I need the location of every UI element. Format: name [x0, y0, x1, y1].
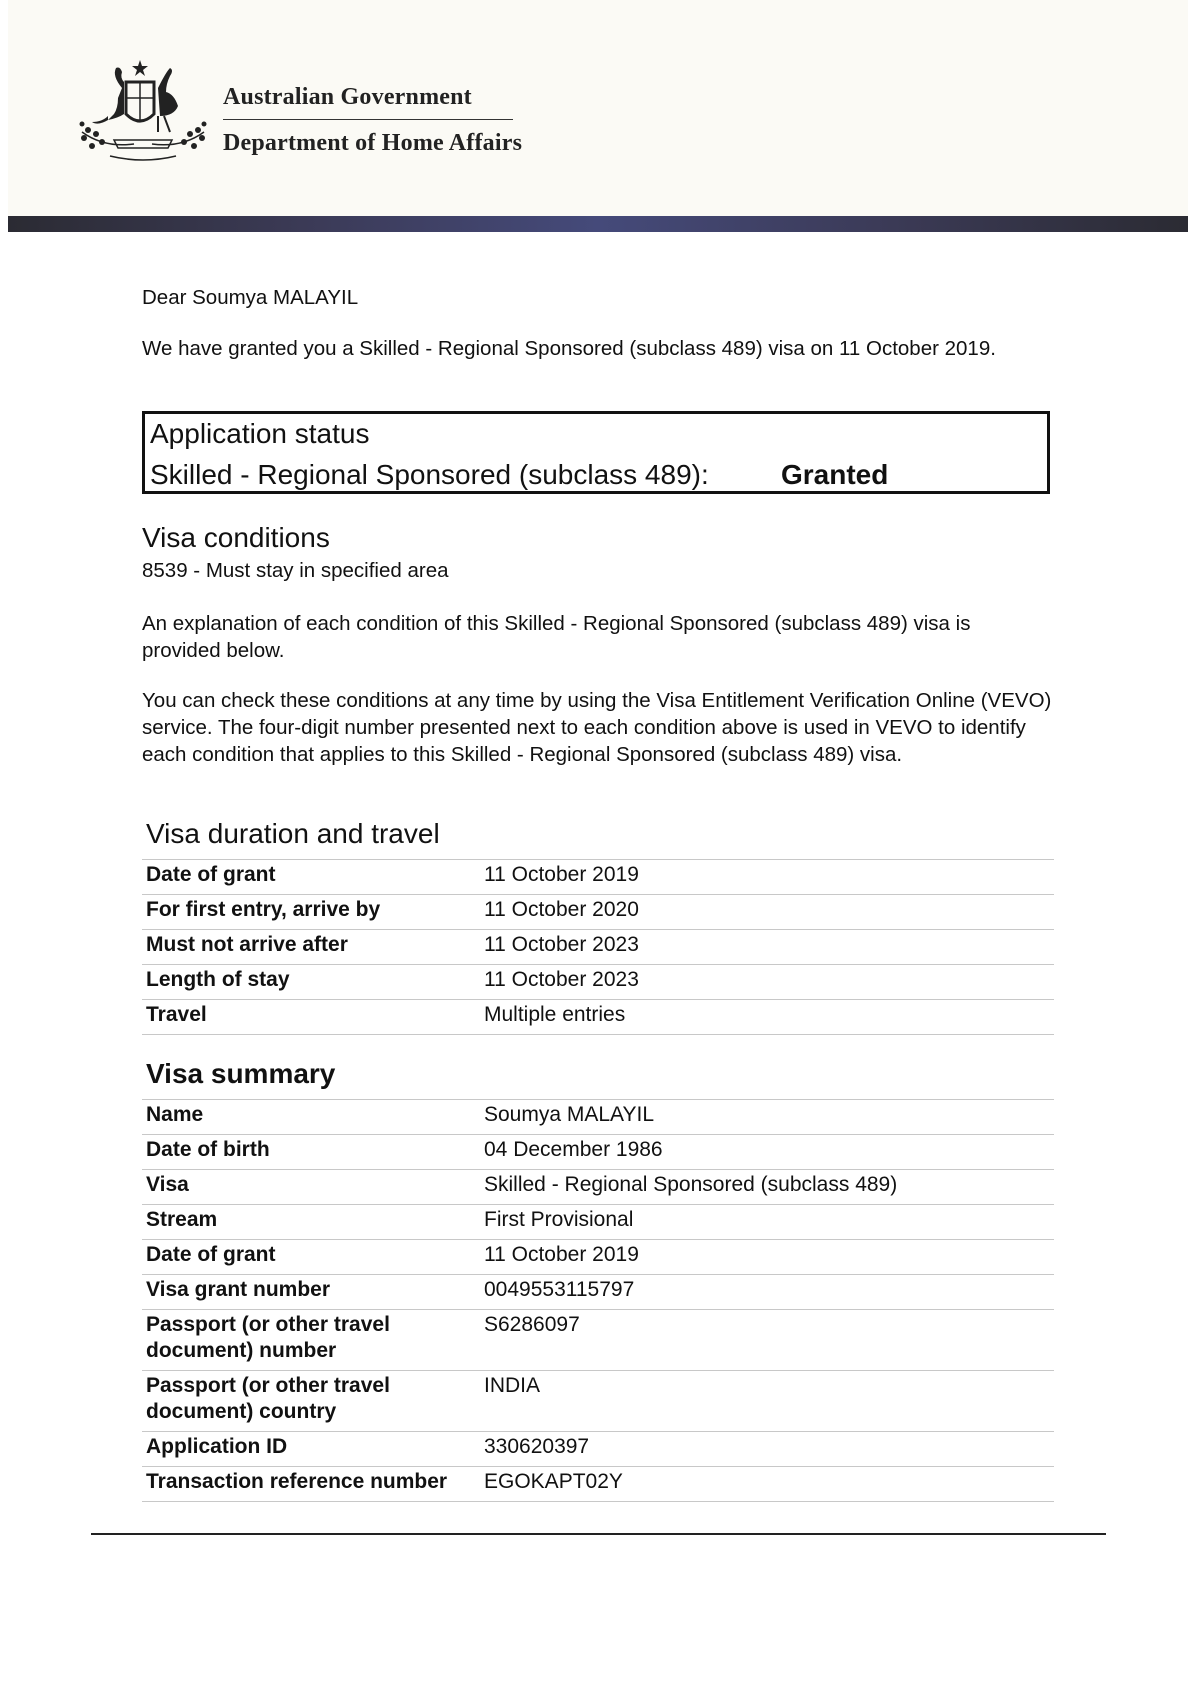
salutation: Dear Soumya MALAYIL: [142, 286, 359, 309]
vevo-note: You can check these conditions at any time by using the Visa Entitlement Verification Online (VEVO) service. The four-digit number presented next to each condition above is used in VEVO to identify each condition that applies to this Skilled - Regional Sponsored (subclass 489) visa.: [142, 689, 1052, 766]
row-value: EGOKAPT02Y: [480, 1467, 1054, 1502]
table-row: [142, 1467, 1054, 1502]
table-row: [142, 1371, 1054, 1432]
table-row: [142, 965, 1054, 1000]
row-value: Skilled - Regional Sponsored (subclass 489): [480, 1170, 1054, 1205]
visa-summary-table: [142, 1099, 1054, 1502]
row-label: Date of grant: [142, 1240, 480, 1275]
footer-divider: [91, 1533, 1106, 1535]
row-label: Travel: [142, 1000, 480, 1035]
application-status-visa: Skilled - Regional Sponsored (subclass 489):: [150, 459, 709, 490]
row-label: Application ID: [142, 1432, 480, 1467]
row-value: 11 October 2019: [480, 1240, 1054, 1275]
table-row: [142, 1100, 1054, 1135]
application-status-box: [142, 411, 1050, 494]
table-row: [142, 1000, 1054, 1035]
application-status-title: Application status: [150, 418, 370, 449]
row-label: Visa grant number: [142, 1275, 480, 1310]
row-value: 11 October 2023: [480, 930, 1054, 965]
coat-of-arms-icon: [74, 58, 212, 162]
row-value: INDIA: [480, 1371, 1054, 1432]
visa-summary-title: Visa summary: [146, 1058, 336, 1089]
table-row: [142, 1432, 1054, 1467]
row-label: Transaction reference number: [142, 1467, 480, 1502]
table-row: [142, 1170, 1054, 1205]
visa-duration-table: [142, 859, 1054, 1035]
row-value: 11 October 2020: [480, 895, 1054, 930]
row-value: 11 October 2023: [480, 965, 1054, 1000]
row-label: Must not arrive after: [142, 930, 480, 965]
row-value: 11 October 2019: [480, 860, 1054, 895]
row-value: Multiple entries: [480, 1000, 1054, 1035]
visa-duration-title: Visa duration and travel: [146, 818, 440, 849]
row-value: 04 December 1986: [480, 1135, 1054, 1170]
row-label: Name: [142, 1100, 480, 1135]
row-label: Visa: [142, 1170, 480, 1205]
government-name: Australian Government: [223, 84, 472, 110]
table-row: [142, 895, 1054, 930]
table-row: [142, 1275, 1054, 1310]
row-label: Passport (or other travel document) country: [142, 1371, 480, 1432]
table-row: [142, 1240, 1054, 1275]
table-row: [142, 1135, 1054, 1170]
application-status-value: Granted: [781, 459, 889, 490]
table-row: [142, 860, 1054, 895]
table-row: [142, 930, 1054, 965]
header-gradient-bar: [8, 216, 1188, 232]
table-row: [142, 1205, 1054, 1240]
row-value: Soumya MALAYIL: [480, 1100, 1054, 1135]
row-value: First Provisional: [480, 1205, 1054, 1240]
row-label: Passport (or other travel document) number: [142, 1310, 480, 1371]
row-value: 0049553115797: [480, 1275, 1054, 1310]
conditions-explanation: An explanation of each condition of this Skilled - Regional Sponsored (subclass 489) visa is provided below.: [142, 612, 971, 662]
row-label: For first entry, arrive by: [142, 895, 480, 930]
visa-conditions-title: Visa conditions: [142, 522, 330, 553]
row-value: 330620397: [480, 1432, 1054, 1467]
department-name: Department of Home Affairs: [223, 130, 523, 156]
grant-intro: We have granted you a Skilled - Regional Sponsored (subclass 489) visa on 11 October 2019.: [142, 337, 996, 360]
letterhead-divider: [223, 119, 513, 120]
row-value: S6286097: [480, 1310, 1054, 1371]
visa-condition-item: 8539 - Must stay in specified area: [142, 559, 449, 582]
row-label: Stream: [142, 1205, 480, 1240]
row-label: Date of grant: [142, 860, 480, 895]
row-label: Date of birth: [142, 1135, 480, 1170]
table-row: [142, 1310, 1054, 1371]
row-label: Length of stay: [142, 965, 480, 1000]
